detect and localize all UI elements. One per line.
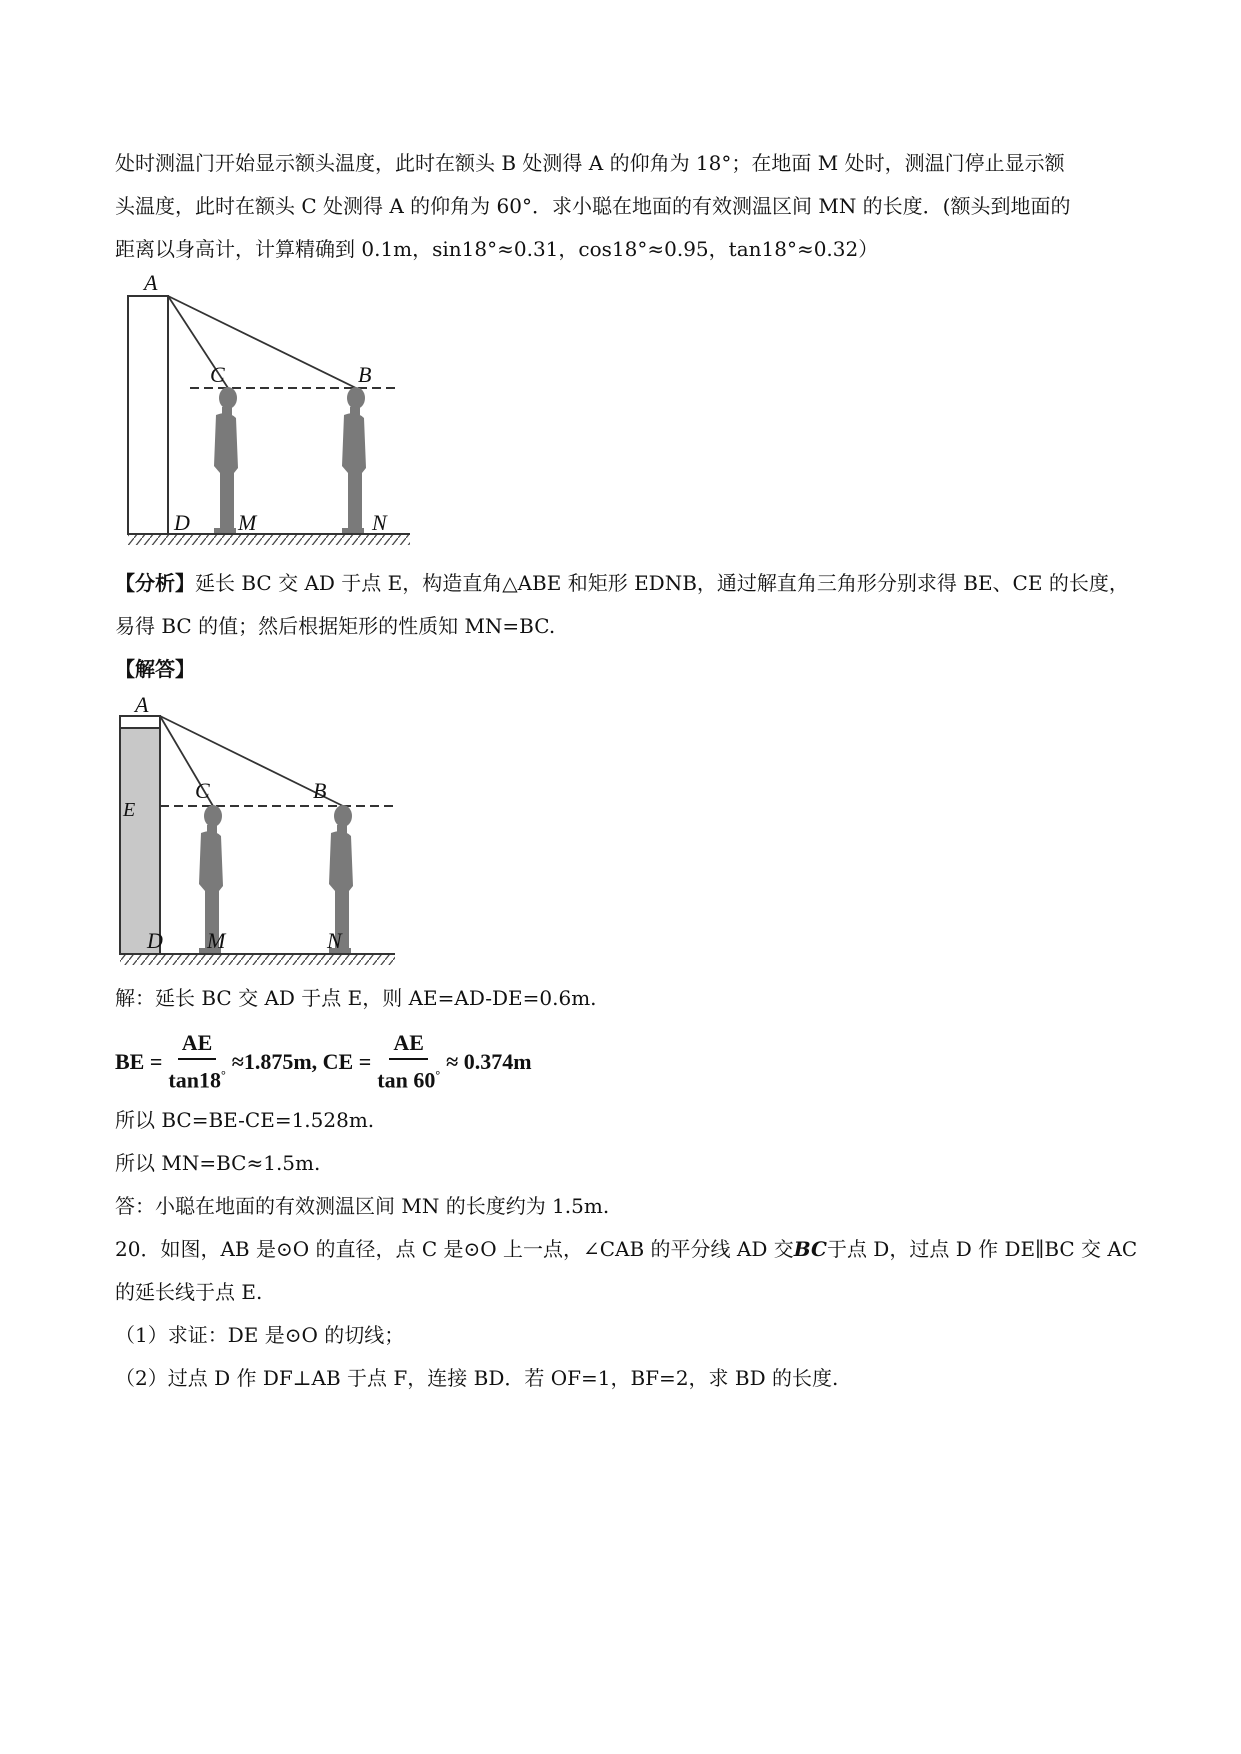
gate-rect	[128, 296, 168, 534]
fraction-ce-denominator	[377, 1060, 440, 1093]
ground-hatch	[120, 955, 395, 965]
figure-temperature-gate-2	[105, 690, 405, 970]
solution-line-3: 所以 MN=BC≈1.5m.	[115, 1151, 321, 1175]
person-silhouette-n	[342, 387, 366, 533]
fraction-ce-den-text: tan 60	[377, 1067, 436, 1093]
label-a: A	[144, 270, 158, 295]
problem20-line-2: 的延长线于点 E.	[115, 1280, 263, 1304]
label-n: N	[372, 510, 387, 535]
sight-line-ab	[168, 296, 356, 388]
formula-be-lhs: BE =	[115, 1048, 163, 1074]
fraction-be	[168, 1030, 225, 1093]
fraction-be-den-text: tan18	[168, 1067, 221, 1093]
label-m: M	[238, 510, 257, 535]
fraction-ce-den-degree: °	[435, 1068, 441, 1082]
label-b: B	[313, 778, 327, 803]
fraction-be-numerator: AE	[178, 1030, 217, 1060]
figure-temperature-gate-1	[110, 268, 410, 548]
problem20-part-2: （2）过点 D 作 DF⊥AB 于点 F，连接 BD．若 OF=1，BF=2，求 BD 的长度.	[115, 1366, 839, 1390]
person-silhouette-m	[214, 387, 238, 533]
fraction-ce-numerator: AE	[389, 1030, 428, 1060]
problem20-text-1b: 于点 D，过点 D 作 DE∥BC 交 AC	[826, 1237, 1138, 1261]
gate-rect-shaded	[120, 728, 160, 954]
analysis-line-1	[115, 570, 1129, 596]
problem20-part-1: （1）求证：DE 是⊙O 的切线；	[115, 1323, 405, 1347]
problem20-text-1a: 20．如图，AB 是⊙O 的直径，点 C 是⊙O 上一点，∠CAB 的平分线 AD 交	[115, 1237, 794, 1261]
problem19-line-1: 处时测温门开始显示额头温度，此时在额头 B 处测得 A 的仰角为 18°；在地面 M 处时，测温门停止显示额	[115, 151, 1065, 175]
label-d: D	[174, 510, 190, 535]
solution-formula	[115, 1030, 532, 1093]
fraction-ce	[377, 1030, 440, 1093]
label-m: M	[207, 928, 226, 953]
label-c: C	[195, 778, 210, 803]
label-b: B	[358, 362, 372, 387]
label-e: E	[123, 799, 136, 821]
analysis-text-1: 延长 BC 交 AD 于点 E，构造直角△ABE 和矩形 EDNB，通过解直角三角形分别求得 BE、CE 的长度，	[195, 571, 1129, 595]
answer-heading: 【解答】	[115, 657, 195, 681]
ground-hatch	[128, 535, 410, 545]
fraction-be-denominator	[168, 1060, 225, 1093]
formula-ce-result: ≈ 0.374m	[446, 1048, 532, 1074]
problem20-line-1	[115, 1236, 1137, 1262]
solution-line-4: 答：小聪在地面的有效测温区间 MN 的长度约为 1.5m.	[115, 1194, 610, 1218]
label-c: C	[210, 362, 225, 387]
problem19-line-2: 头温度，此时在额头 C 处测得 A 的仰角为 60°．求小聪在地面的有效测温区间 MN 的长度．(额头到地面的	[115, 194, 1071, 218]
fraction-be-den-degree: °	[220, 1068, 226, 1082]
formula-be-result: ≈1.875m, CE =	[231, 1048, 372, 1074]
arc-bc-symbol: BC	[793, 1237, 827, 1261]
label-n: N	[327, 928, 342, 953]
label-d: D	[147, 928, 163, 953]
solution-line-1: 解：延长 BC 交 AD 于点 E，则 AE=AD-DE=0.6m.	[115, 986, 597, 1010]
solution-line-2: 所以 BC=BE-CE=1.528m.	[115, 1108, 375, 1132]
problem19-line-3: 距离以身高计，计算精确到 0.1m，sin18°≈0.31，cos18°≈0.95，tan18°≈0.32）	[115, 237, 879, 261]
label-a: A	[135, 692, 149, 717]
analysis-line-2: 易得 BC 的值；然后根据矩形的性质知 MN=BC.	[115, 614, 556, 638]
gate-top	[120, 716, 160, 728]
analysis-tag: 【分析】	[115, 571, 195, 595]
